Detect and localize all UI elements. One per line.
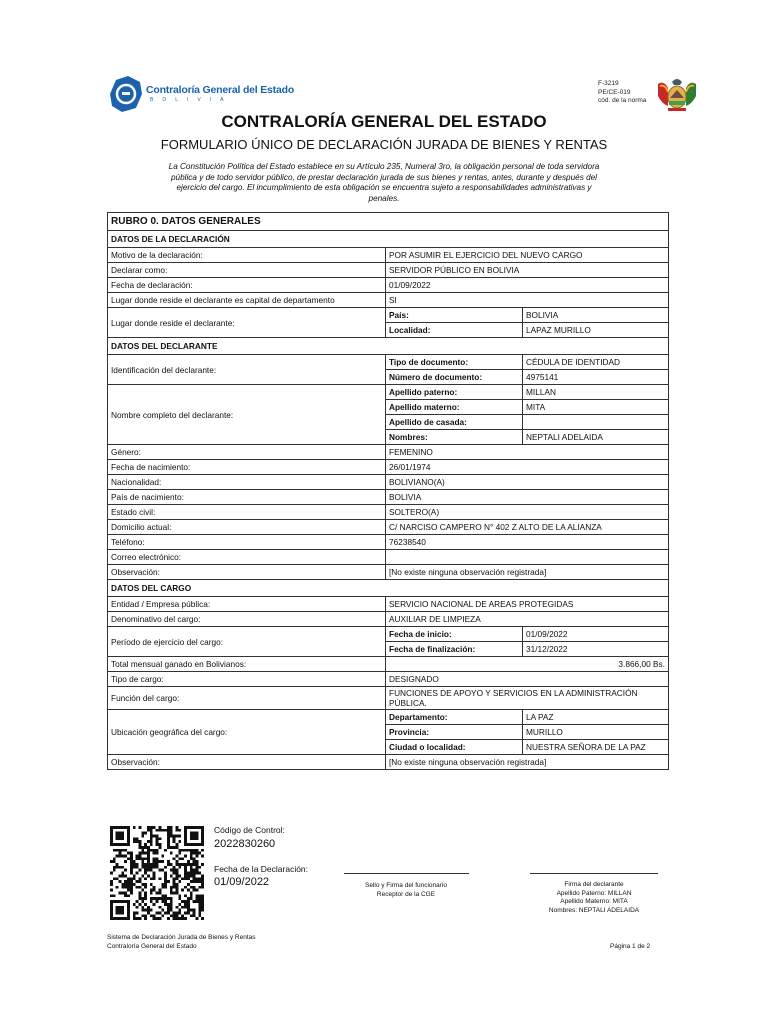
footer-line: Contraloría General del Estado [107, 942, 197, 950]
field-label: Estado civil: [108, 505, 386, 520]
table-row [108, 550, 669, 565]
logo-sub: BOLIVIA [150, 97, 233, 103]
field-label: Observación: [108, 755, 386, 770]
field-label: Total mensual ganado en Bolivianos: [108, 657, 386, 672]
field-value: SI [386, 293, 669, 308]
page-title: CONTRALORÍA GENERAL DEL ESTADO [221, 112, 547, 131]
field-value: LA PAZ [523, 710, 669, 725]
declaration-date: 01/09/2022 [214, 876, 270, 888]
field-label: Período de ejercicio del cargo: [108, 627, 386, 657]
field-label: Fecha de declaración: [108, 278, 386, 293]
sub-label: Apellido paterno: [386, 385, 523, 400]
pe-code: PE/CE-019 [598, 88, 631, 96]
sub-label: Fecha de inicio: [386, 627, 523, 642]
field-value: 3.866,00 Bs. [386, 657, 669, 672]
field-value: 26/01/1974 [386, 460, 669, 475]
field-label: Nacionalidad: [108, 475, 386, 490]
form-codes [598, 80, 646, 106]
field-label: Correo electrónico: [108, 550, 386, 565]
sub-label: Ciudad o localidad: [386, 740, 523, 755]
field-label: Lugar donde reside el declarante es capital de departamento [108, 293, 386, 308]
field-value: [No existe ninguna observación registrada] [386, 565, 669, 580]
field-value: SOLTERO(A) [386, 505, 669, 520]
table-row [108, 535, 669, 550]
table-row [108, 612, 669, 627]
field-label: Declarar como: [108, 263, 386, 278]
field-label: Motivo de la declaración: [108, 248, 386, 263]
field-value: 01/09/2022 [386, 278, 669, 293]
field-value: LAPAZ MURILLO [523, 323, 669, 338]
field-value: SERVICIO NACIONAL DE AREAS PROTEGIDAS [386, 597, 669, 612]
field-label: Ubicación geográfica del cargo: [108, 710, 386, 755]
table-row [108, 657, 669, 672]
caption-line: Nombres: NEPTALI ADELAIDA [548, 906, 640, 914]
field-value [386, 550, 669, 565]
caption-line: Apellido Paterno: MILLAN [556, 889, 632, 897]
footer-system [107, 934, 256, 951]
form-code: F-3219 [598, 80, 619, 87]
declarant-signature-caption [520, 881, 668, 915]
field-label: Nombre completo del declarante: [108, 385, 386, 445]
sub-label: Apellido de casada: [386, 415, 523, 430]
field-value: 01/09/2022 [523, 627, 669, 642]
field-label: Identificación del declarante: [108, 355, 386, 385]
field-label: País de nacimiento: [108, 490, 386, 505]
field-value: BOLIVIA [386, 490, 669, 505]
table-row [108, 490, 669, 505]
sub-label: Localidad: [386, 323, 523, 338]
sub-label: Provincia: [386, 725, 523, 740]
field-value: CÉDULA DE IDENTIDAD [523, 355, 669, 370]
table-row [108, 505, 669, 520]
field-label: Teléfono: [108, 535, 386, 550]
footer-line: Sistema de Declaración Jurada de Bienes y Rentas [107, 934, 256, 941]
table-row [108, 597, 669, 612]
field-label: Tipo de cargo: [108, 672, 386, 687]
table-row [108, 755, 669, 770]
field-value: SERVIDOR PÚBLICO EN BOLIVIA [386, 263, 669, 278]
qr-code [110, 826, 204, 920]
table-row [108, 475, 669, 490]
logo-name: Contraloría General del Estado [146, 84, 295, 96]
qr-modules [110, 826, 204, 920]
caption-line: Receptor de la CGE [376, 890, 436, 898]
sub-label: Tipo de documento: [386, 355, 523, 370]
caption-line: Sello y Firma del funcionario [364, 882, 447, 889]
section-cargo: DATOS DEL CARGO [108, 580, 669, 597]
table-row [108, 627, 669, 642]
table-row [108, 263, 669, 278]
table-row [108, 460, 669, 475]
rubro-title: RUBRO 0. DATOS GENERALES [108, 213, 669, 231]
caption-line: Apellido Materno: MITA [560, 898, 628, 905]
field-value: FEMENINO [386, 445, 669, 460]
field-label: Entidad / Empresa pública: [108, 597, 386, 612]
field-value: 31/12/2022 [523, 642, 669, 657]
signature-line-declarant [530, 873, 658, 874]
sub-label: Número de documento: [386, 370, 523, 385]
field-label: Fecha de nacimiento: [108, 460, 386, 475]
field-label: Género: [108, 445, 386, 460]
sub-label: Departamento: [386, 710, 523, 725]
table-row [108, 520, 669, 535]
field-value: C/ NARCISO CAMPERO N° 402 Z ALTO DE LA ALIANZA [386, 520, 669, 535]
table-row [108, 308, 669, 323]
section-declarante: DATOS DEL DECLARANTE [108, 338, 669, 355]
field-value: NEPTALI ADELAIDA [523, 430, 669, 445]
section-declaracion: DATOS DE LA DECLARACIÓN [108, 231, 669, 248]
table-row [108, 293, 669, 308]
table-row [108, 565, 669, 580]
field-label: Lugar donde reside el declarante: [108, 308, 386, 338]
field-value [523, 415, 669, 430]
field-label: Denominativo del cargo: [108, 612, 386, 627]
field-value: POR ASUMIR EL EJERCICIO DEL NUEVO CARGO [386, 248, 669, 263]
field-label: Función del cargo: [108, 687, 386, 710]
control-code: 2022830260 [214, 838, 276, 850]
field-value: MITA [523, 400, 669, 415]
field-value: FUNCIONES DE APOYO Y SERVICIOS EN LA ADMINISTRACIÓN PÚBLICA. [386, 687, 669, 710]
control-code-label: Código de Control: [214, 825, 285, 835]
table-row [108, 672, 669, 687]
table-row [108, 355, 669, 370]
bolivia-coat-of-arms-icon [656, 76, 698, 114]
field-value: MILLAN [523, 385, 669, 400]
field-value: AUXILIAR DE LIMPIEZA [386, 612, 669, 627]
field-value: 4975141 [523, 370, 669, 385]
table-row [108, 710, 669, 725]
declaration-date-label: Fecha de la Declaración: [214, 864, 309, 874]
table-row [108, 385, 669, 400]
table-row [108, 248, 669, 263]
norma-code: cód. de la norma [598, 97, 647, 104]
field-label: Domicilio actual: [108, 520, 386, 535]
official-signature-caption [330, 882, 482, 899]
sub-label: Apellido materno: [386, 400, 523, 415]
signature-line-official [344, 873, 469, 874]
field-value: [No existe ninguna observación registrada] [386, 755, 669, 770]
field-value: DESIGNADO [386, 672, 669, 687]
table-row [108, 278, 669, 293]
field-value: 76238540 [386, 535, 669, 550]
page-number: Página 1 de 2 [610, 943, 651, 950]
field-value: BOLIVIA [523, 308, 669, 323]
field-value: NUESTRA SEÑORA DE LA PAZ [523, 740, 669, 755]
intro-text: La Constitución Política del Estado establece en su Artículo 235, Numeral 3ro, la obligación personal de toda servidora pública y de todo servidor público, de prestar declaración jurada de sus bienes y rentas, antes, durante y después del ejercicio del cargo. El incumplimiento de esta obligación se encuentra sujeto a responsabilidades administrativas y penales. [168, 162, 600, 203]
field-label: Observación: [108, 565, 386, 580]
field-value: MURILLO [523, 725, 669, 740]
caption-line: Firma del declarante [564, 881, 624, 888]
table-row [108, 687, 669, 710]
sub-label: Fecha de finalización: [386, 642, 523, 657]
datos-generales-table [107, 212, 669, 770]
page-subtitle: FORMULARIO ÚNICO DE DECLARACIÓN JURADA DE BIENES Y RENTAS [160, 137, 608, 152]
sub-label: Nombres: [386, 430, 523, 445]
table-row [108, 445, 669, 460]
sub-label: País: [386, 308, 523, 323]
field-value: BOLIVIANO(A) [386, 475, 669, 490]
